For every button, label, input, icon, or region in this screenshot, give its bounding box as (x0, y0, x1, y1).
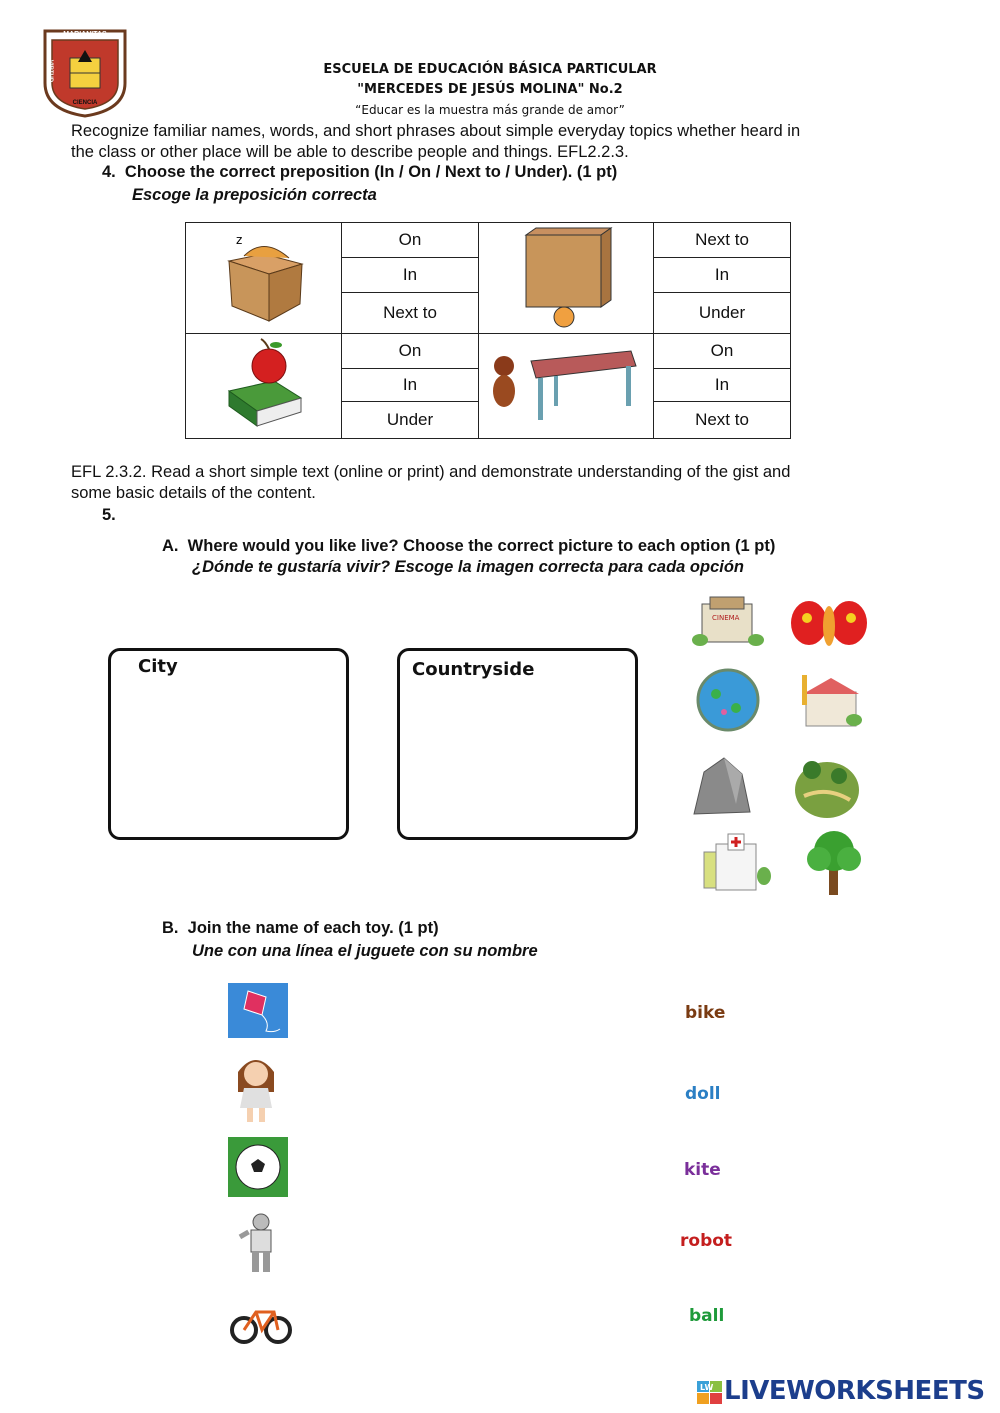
word-ball[interactable]: ball (689, 1306, 725, 1326)
intro-line-1: Recognize familiar names, words, and short phrases about simple everyday topics whether heard in (71, 122, 801, 140)
school-type: ESCUELA DE EDUCACIÓN BÁSICA PARTICULAR (323, 62, 657, 77)
option-cell[interactable]: In (342, 258, 479, 293)
doll-picture[interactable] (230, 1052, 282, 1124)
pond-picture[interactable] (694, 664, 762, 732)
robot-picture[interactable] (236, 1212, 286, 1274)
countryside-label: Countryside (412, 659, 535, 680)
tree-picture[interactable] (805, 827, 863, 897)
option-cell[interactable]: On (654, 334, 791, 369)
q5a-subtitle: ¿Dónde te gustaría vivir? Escoge la imagen correcta para cada opción (192, 558, 745, 576)
option-cell[interactable]: In (342, 369, 479, 402)
q5a-title: A. Where would you like live? Choose the correct picture to each option (1 pt) (162, 537, 776, 555)
efl-line-2: some basic details of the content. (71, 484, 316, 502)
cat-under-box-image (479, 223, 654, 334)
box-with-cat-image (186, 223, 342, 334)
logo-top-text: MARIANITAS (63, 31, 107, 38)
question-5-number: 5. (102, 506, 116, 524)
rock-picture[interactable] (686, 754, 756, 820)
cinema-sign: CINEMA (712, 614, 740, 622)
q4-title: 4. Choose the correct preposition (In / On / Next to / Under). (1 pt) (102, 163, 618, 181)
q5b-title: B. Join the name of each toy. (1 pt) (162, 919, 439, 937)
school-name: "MERCEDES DE JESÚS MOLINA" No.2 (357, 82, 623, 97)
option-cell[interactable]: Next to (654, 223, 791, 258)
intro-line-2: the class or other place will be able to describe people and things. EFL2.2.3. (71, 143, 629, 161)
hospital-picture[interactable] (700, 832, 772, 896)
city-label: City (138, 656, 178, 677)
q5b-subtitle: Une con una línea el juguete con su nombre (192, 942, 538, 960)
preposition-table (185, 222, 791, 439)
logo-badge-text: LW (700, 1383, 714, 1392)
farm-landscape-picture[interactable] (794, 756, 860, 820)
soccer-ball-picture[interactable] (228, 1137, 288, 1197)
word-doll[interactable]: doll (685, 1084, 721, 1104)
school-picture[interactable] (798, 670, 862, 732)
apple-on-book-image (186, 334, 342, 439)
option-cell[interactable]: On (342, 334, 479, 369)
option-cell[interactable]: Next to (342, 293, 479, 334)
option-cell[interactable]: In (654, 369, 791, 402)
logo-bottom-text: CIENCIA (72, 100, 98, 106)
dog-next-to-table-image (479, 334, 654, 439)
logo-left-text: VIRTUD (47, 59, 53, 83)
option-cell[interactable]: On (342, 223, 479, 258)
efl-line-1: EFL 2.3.2. Read a short simple text (online or print) and demonstrate understanding of the gist and (71, 463, 791, 481)
bike-picture[interactable] (230, 1292, 292, 1348)
option-cell[interactable]: Next to (654, 402, 791, 439)
butterfly-picture[interactable] (789, 596, 869, 651)
svg-text:z: z (235, 232, 242, 247)
word-kite[interactable]: kite (684, 1160, 721, 1180)
kite-picture[interactable] (228, 983, 288, 1038)
school-motto: “Educar es la muestra más grande de amor” (355, 103, 625, 117)
q4-subtitle: Escoge la preposición correcta (132, 186, 377, 204)
liveworksheets-logo-icon (697, 1381, 723, 1405)
word-bike[interactable]: bike (685, 1003, 726, 1023)
option-cell[interactable]: Under (342, 402, 479, 439)
cinema-picture[interactable] (692, 592, 764, 650)
option-cell[interactable]: Under (654, 293, 791, 334)
logo-right-text: TRABAJO (117, 56, 123, 86)
option-cell[interactable]: In (654, 258, 791, 293)
word-robot[interactable]: robot (680, 1231, 733, 1251)
liveworksheets-brand: LIVEWORKSHEETS (724, 1376, 985, 1406)
